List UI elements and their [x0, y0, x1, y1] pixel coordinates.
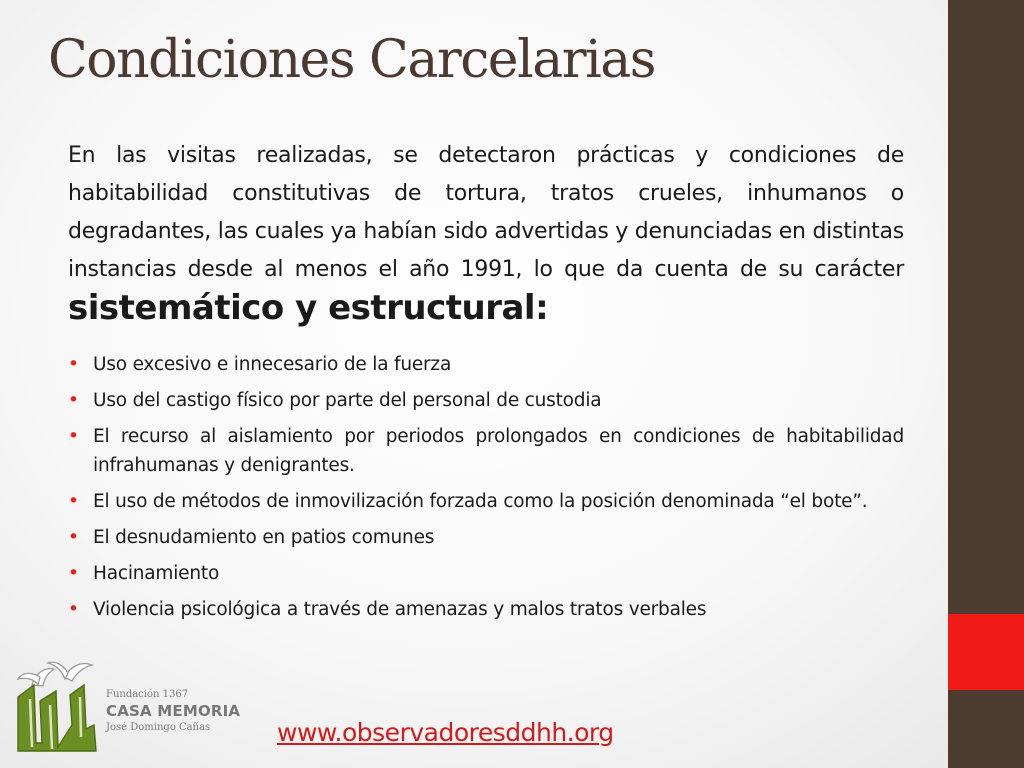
casa-memoria-logo-icon	[10, 655, 100, 755]
bullet-icon: •	[68, 491, 79, 512]
intro-paragraph	[68, 137, 904, 332]
bullet-icon: •	[68, 354, 79, 375]
bullet-text: El uso de métodos de inmovilización forzada como la posición denominada “el bote”.	[93, 491, 868, 512]
bullet-icon: •	[68, 599, 79, 620]
bullet-text: El recurso al aislamiento por periodos prolongados en condiciones de habitabilidad infrahumanas y denigrantes.	[93, 426, 904, 476]
list-item	[68, 523, 904, 552]
bullet-text: Uso del castigo físico por parte del personal de custodia	[93, 390, 602, 411]
list-item	[68, 559, 904, 588]
bullet-icon: •	[68, 390, 79, 411]
list-item	[68, 595, 904, 624]
bullet-text: Uso excesivo e innecesario de la fuerza	[93, 354, 452, 375]
organization-name	[106, 688, 276, 734]
bullet-list	[68, 350, 904, 631]
list-item	[68, 487, 904, 516]
bullet-icon: •	[68, 527, 79, 548]
org-foundation-label: Fundación 1367	[106, 689, 189, 700]
website-link[interactable]: www.observadoresddhh.org	[277, 718, 614, 747]
bullet-text: El desnudamiento en patios comunes	[93, 527, 435, 548]
bullet-icon: •	[68, 426, 79, 447]
org-name: CASA MEMORIA	[106, 702, 241, 720]
list-item	[68, 422, 904, 480]
intro-text: En las visitas realizadas, se detectaron prácticas y condiciones de habitabilidad constitutivas de tortura, tratos crueles, inhumanos o degradantes, las cuales ya habían sido advertidas y denunciadas en distintas instancias desde al menos el año 1991, lo que da cuenta de su carácter	[68, 143, 904, 282]
bullet-text: Hacinamiento	[93, 563, 220, 584]
slide-title: Condiciones Carcelarias	[48, 30, 655, 90]
bullet-icon: •	[68, 563, 79, 584]
intro-emphasis: sistemático y estructural:	[68, 288, 549, 328]
list-item	[68, 350, 904, 379]
org-subtitle: José Domingo Cañas	[106, 722, 211, 733]
side-accent-block	[948, 614, 1024, 690]
list-item	[68, 386, 904, 415]
bullet-text: Violencia psicológica a través de amenazas y malos tratos verbales	[93, 599, 707, 620]
